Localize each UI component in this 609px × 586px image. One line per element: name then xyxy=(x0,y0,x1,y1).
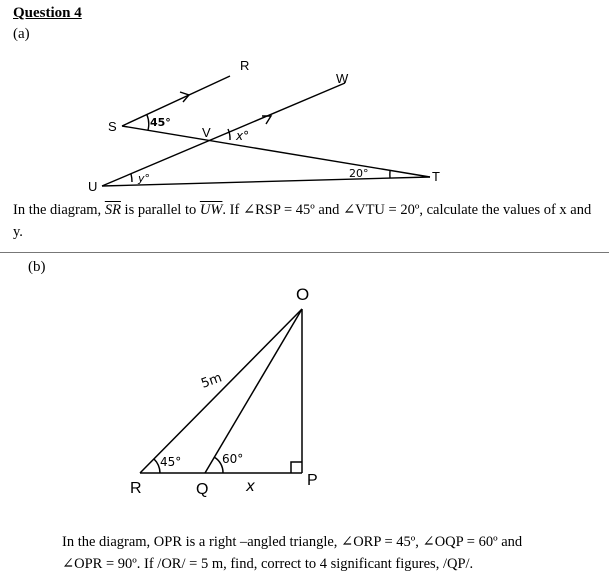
side-ro xyxy=(140,309,302,473)
point-r-label: R xyxy=(130,480,142,497)
line-sr xyxy=(122,76,230,126)
point-s-label: S xyxy=(108,119,117,134)
angle-label-q: 60° xyxy=(222,452,244,466)
part-b-text-line-2: ∠OPR = 90º. If /OR/ = 5 m, find, correct to 4 significant figures, /QP/. xyxy=(62,556,474,572)
angle-label-r: 45° xyxy=(160,455,182,469)
point-t-label: T xyxy=(432,169,440,184)
angle-arc-v xyxy=(228,129,230,140)
point-p-label: P xyxy=(307,472,318,489)
part-a-text-3: . If ∠RSP = 45º and ∠VTU = 20º, calculate the values of x and y. xyxy=(13,202,592,240)
length-label-or: 5m xyxy=(199,370,225,392)
diagram-right-triangle xyxy=(0,255,609,505)
point-v-label: V xyxy=(202,125,211,140)
angle-arc-s xyxy=(147,115,149,130)
side-label-qp: x xyxy=(246,477,255,495)
angle-label-rsp: 45° xyxy=(150,116,171,129)
line-ut xyxy=(102,177,430,186)
part-b-text-line-1: In the diagram, OPR is a right –angled triangle, ∠ORP = 45º, ∠OQP = 60º and xyxy=(62,534,523,550)
segment-uw: $\overline{UW}$ xyxy=(199,202,223,218)
angle-label-x: x° xyxy=(236,129,250,143)
angle-label-y: y° xyxy=(138,172,151,185)
part-a-text-2: is parallel to xyxy=(120,202,200,218)
diagram-parallel-lines xyxy=(0,0,609,200)
line-uw xyxy=(102,83,345,186)
line-st xyxy=(122,126,430,177)
angle-arc-u xyxy=(131,174,132,182)
point-r-label: R xyxy=(240,58,250,73)
point-q-label: Q xyxy=(196,481,209,498)
part-b-question-text xyxy=(62,531,597,575)
point-w-label: W xyxy=(336,71,349,86)
point-u-label: U xyxy=(88,179,98,194)
section-divider xyxy=(0,252,609,253)
question-title: Question 4 xyxy=(13,5,82,21)
part-b-label: (b) xyxy=(28,259,46,275)
part-a-label: (a) xyxy=(13,26,30,42)
segment-sr: $\overline{SR}$ xyxy=(104,202,121,218)
side-qo xyxy=(205,309,302,473)
right-angle-mark xyxy=(291,462,302,473)
part-a-text-1: In the diagram, xyxy=(13,202,105,218)
part-a-question-text xyxy=(13,199,593,243)
point-o-label: O xyxy=(296,285,310,304)
angle-label-vtu: 20° xyxy=(349,167,369,180)
